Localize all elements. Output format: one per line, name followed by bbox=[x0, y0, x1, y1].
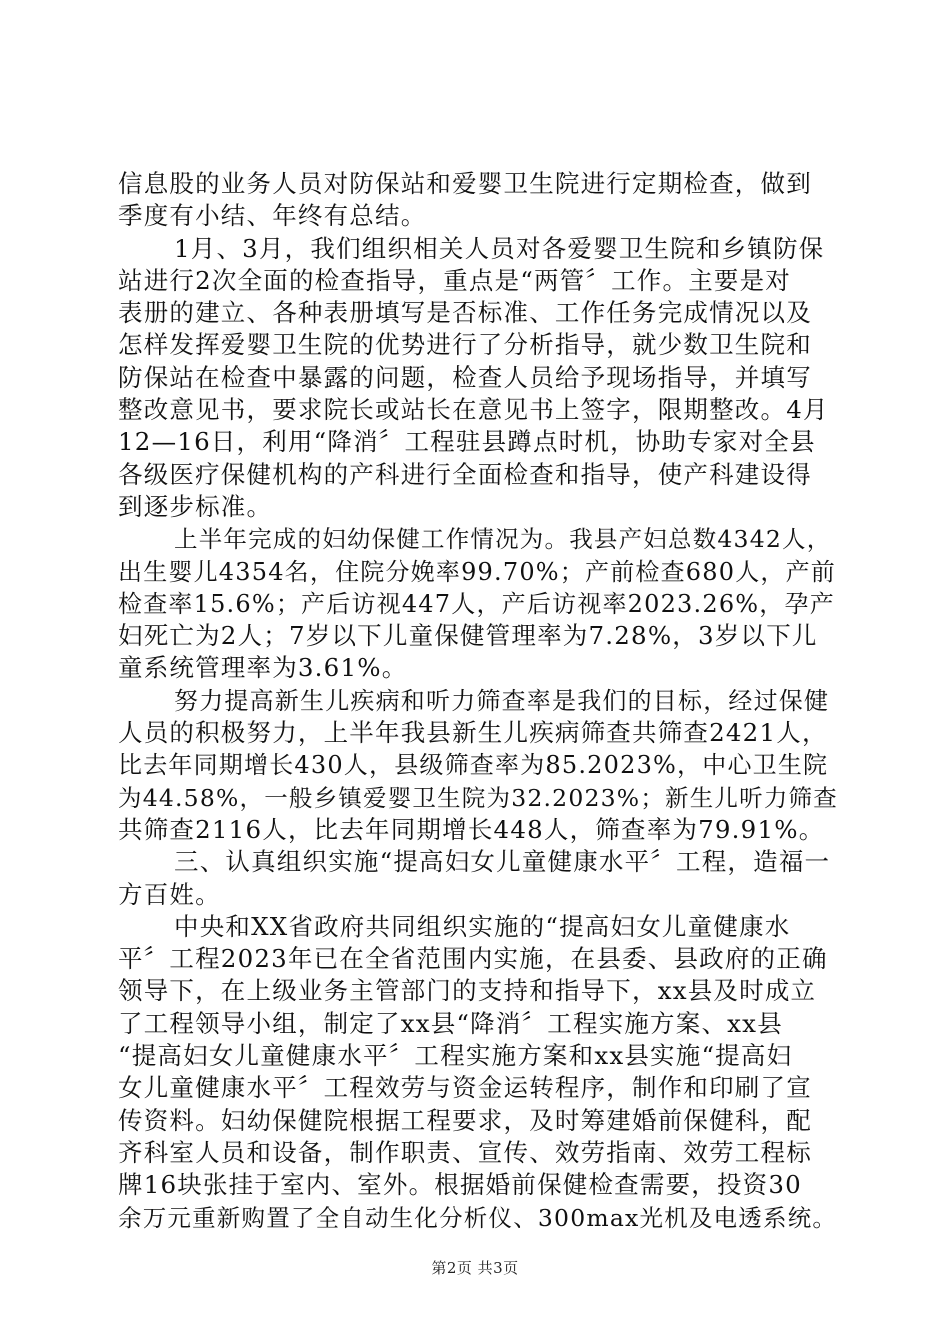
text-line: 为44.58%，一般乡镇爱婴卫生院为32.2023%；新生儿听力筛查 bbox=[118, 783, 838, 812]
text-line: 检查率15.6%；产后访视447人，产后访视率2023.26%，孕产 bbox=[118, 589, 835, 618]
text-line: 表册的建立、各种表册填写是否标准、工作任务完成情况以及 bbox=[118, 298, 812, 328]
text-line: 站进行2次全面的检查指导，重点是“两管〞工作。主要是对 bbox=[118, 265, 792, 295]
text-line: 三、认真组织实施“提高妇女儿童健康水平〞工程，造福一 bbox=[174, 847, 831, 877]
text-line: 妇死亡为2人；7岁以下儿童保健管理率为7.28%，3岁以下儿 bbox=[118, 621, 818, 651]
text-line: 怎样发挥爱婴卫生院的优势进行了分析指导，就少数卫生院和 bbox=[118, 330, 812, 360]
text-line: 上半年完成的妇幼保健工作情况为。我县产妇总数4342人， bbox=[174, 525, 832, 554]
text-line: 12—16日，利用“降消〞工程驻县蹲点时机，协助专家对全县 bbox=[118, 427, 816, 457]
text-line: 到逐步标准。 bbox=[118, 491, 273, 521]
text-line: 季度有小结、年终有总结。 bbox=[118, 201, 427, 231]
text-line: 努力提高新生儿疾病和听力筛查率是我们的目标，经过保健 bbox=[174, 686, 830, 715]
text-line: 比去年同期增长430人，县级筛查率为85.2023%，中心卫生院 bbox=[118, 751, 829, 780]
text-line: 了工程领导小组，制定了xx县“降消〞工程实施方案、xx县 bbox=[118, 1008, 783, 1038]
text-line: 各级医疗保健机构的产科进行全面检查和指导，使产科建设得 bbox=[118, 459, 812, 489]
text-line: 牌16块张挂于室内、室外。根据婚前保健检查需要，投资30 bbox=[118, 1170, 802, 1200]
text-line: 方百姓。 bbox=[118, 879, 221, 909]
text-line: 人员的积极努力，上半年我县新生儿疾病筛查共筛查2421人， bbox=[118, 718, 828, 748]
text-line: “提高妇女儿童健康水平〞工程实施方案和xx县实施“提高妇 bbox=[118, 1041, 793, 1071]
text-line: 平〞工程2023年已在全省范围内实施，在县委、县政府的正确 bbox=[118, 944, 828, 974]
text-line: 共筛查2116人，比去年同期增长448人，筛查率为79.91%。 bbox=[118, 814, 825, 844]
text-line: 整改意见书，要求院长或站长在意见书上签字，限期整改。4月 bbox=[118, 395, 829, 425]
document-body bbox=[118, 168, 840, 1234]
text-line: 信息股的业务人员对防保站和爱婴卫生院进行定期检查，做到 bbox=[118, 169, 812, 198]
text-line: 1月、3月，我们组织相关人员对各爱婴卫生院和乡镇防保 bbox=[174, 233, 825, 263]
text-line: 传资料。妇幼保健院根据工程要求，及时筹建婚前保健科，配 bbox=[118, 1105, 812, 1135]
page-footer: 第2页 共3页 bbox=[431, 1259, 519, 1277]
text-line: 中央和XX省政府共同组织实施的“提高妇女儿童健康水 bbox=[174, 911, 791, 941]
text-line: 女儿童健康水平〞工程效劳与资金运转程序，制作和印刷了宣 bbox=[118, 1073, 812, 1103]
text-line: 童系统管理率为3.61%。 bbox=[118, 653, 408, 683]
text-line: 余万元重新购置了全自动生化分析仪、300max光机及电透系统。 bbox=[118, 1203, 838, 1232]
text-line: 出生婴儿4354名，住院分娩率99.70%；产前检查680人，产前 bbox=[118, 557, 836, 586]
text-line: 领导下，在上级业务主管部门的支持和指导下，xx县及时成立 bbox=[118, 976, 817, 1006]
text-line: 齐科室人员和设备，制作职责、宣传、效劳指南、效劳工程标 bbox=[118, 1137, 812, 1167]
text-line: 防保站在检查中暴露的问题，检查人员给予现场指导，并填写 bbox=[118, 362, 812, 392]
